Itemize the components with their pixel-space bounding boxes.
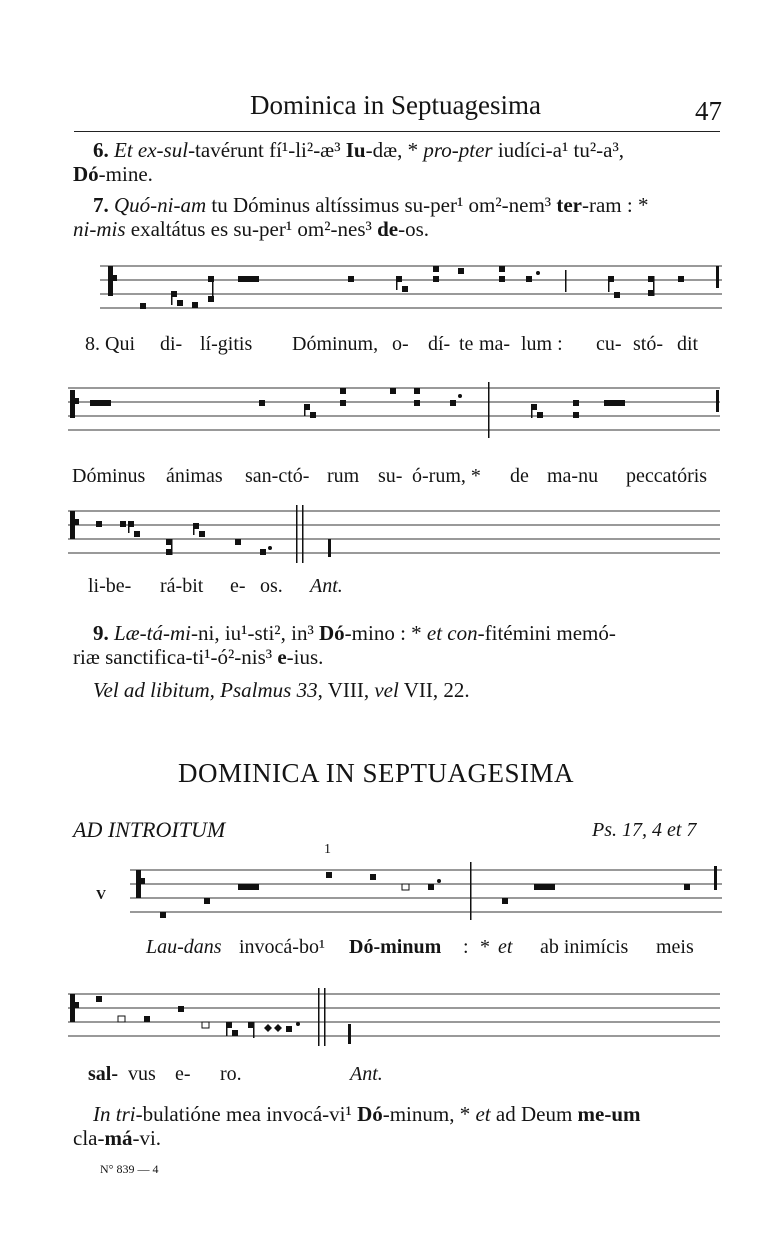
chant-syllable: ro. — [220, 1063, 242, 1085]
verse-text-accent: e — [277, 645, 287, 669]
chant-4-syllables — [0, 936, 778, 962]
verse-number: 7. — [93, 193, 109, 217]
verse-number: 9. — [93, 621, 109, 645]
chant-3-syllables — [0, 575, 778, 601]
antiphon-text: -vi. — [132, 1126, 162, 1150]
chant-syllable: ó-rum, * — [412, 465, 481, 487]
verse-9-line-2 — [73, 645, 323, 669]
chant-syllable: e- — [230, 575, 246, 597]
chant-syllable: te — [459, 333, 474, 355]
rubric-text: VII, 22. — [398, 678, 470, 702]
verse-text-accent: Iu — [345, 138, 366, 162]
chant-syllable: vus — [128, 1063, 156, 1085]
verse-text: -fitémini memó- — [477, 621, 616, 645]
chant-syllable: dí- — [428, 333, 451, 355]
versicle-sign: V — [96, 888, 107, 903]
antiphon-text: In tri — [93, 1102, 136, 1126]
psalm-reference: Ps. 17, 4 et 7 — [592, 819, 697, 841]
verse-9-line-1 — [93, 621, 616, 645]
chant-syllable: et — [498, 936, 513, 958]
verse-text: Et ex-sul — [114, 138, 189, 162]
chant-syllable: Dó-minum — [349, 936, 442, 958]
introit-label: AD INTROITUM — [73, 817, 226, 842]
verse-text-accent: Dó — [318, 621, 345, 645]
verse-text: -ius. — [286, 645, 324, 669]
chant-staff-2 — [68, 382, 723, 444]
chant-staff-4 — [130, 862, 725, 924]
antiphon-text: et — [475, 1102, 491, 1126]
chant-syllable: : — [463, 936, 469, 958]
chant-syllable: e- — [175, 1063, 191, 1085]
antiphon-line-2 — [73, 1126, 161, 1150]
verse-text: -ni, iu¹-sti², in³ — [191, 621, 319, 645]
chant-syllable: di- — [160, 333, 183, 355]
chant-syllable: * — [480, 936, 490, 958]
chant-syllable: li-be- — [88, 575, 132, 597]
verse-text: ni-mis — [73, 217, 126, 241]
chant-syllable: Dóminus — [72, 465, 146, 487]
verse-text: et con — [426, 621, 478, 645]
antiphon-text-accent: me-um — [577, 1102, 641, 1126]
chant-syllable: lí-gitis — [200, 333, 253, 355]
verse-7-line-2 — [73, 217, 429, 241]
printer-signature: N° 839 — 4 — [100, 1162, 159, 1176]
chant-syllable: de — [510, 465, 529, 487]
verse-text: -dæ, * — [365, 138, 424, 162]
verse-number: 6. — [93, 138, 109, 162]
verse-text-accent: ter — [556, 193, 582, 217]
verse-6-line-2 — [73, 162, 153, 186]
chant-syllable: 8. Qui — [85, 333, 135, 355]
rubric-text: Vel ad libitum, Psalmus — [93, 678, 297, 702]
verse-text: -os. — [398, 217, 429, 241]
chant-staff-3 — [68, 505, 723, 567]
chant-syllable: ma- — [479, 333, 511, 355]
page-number: 47 — [695, 96, 722, 126]
antiphon-text: ad Deum — [490, 1102, 578, 1126]
chant-syllable: o- — [392, 333, 409, 355]
verse-text: -ram : * — [582, 193, 649, 217]
verse-6-line-1 — [93, 138, 624, 162]
chant-syllable: dit — [677, 333, 699, 355]
chant-syllable: san-ctó- — [245, 465, 310, 487]
verse-text: -mino : * — [344, 621, 427, 645]
antiphon-text-accent: Dó — [357, 1102, 383, 1126]
rubric-text: , VIII, — [317, 678, 375, 702]
mode-number: 1 — [324, 842, 331, 857]
antiphon-text-accent: má — [104, 1126, 133, 1150]
verse-text: Quó-ni-am — [114, 193, 207, 217]
chant-staff-1 — [100, 258, 725, 338]
antiphon-marker: Ant. — [350, 1063, 383, 1085]
chant-syllable: peccatóris — [626, 465, 708, 487]
rubric-text: vel — [374, 678, 399, 702]
chant-syllable: rum — [327, 465, 360, 487]
chant-syllable: ánimas — [166, 465, 223, 487]
chant-syllable: sal- — [88, 1063, 118, 1085]
verse-7-line-1 — [93, 193, 648, 217]
running-head-title: Dominica in Septuagesima — [250, 90, 541, 120]
chant-5-syllables — [0, 1063, 778, 1089]
chant-syllable: stó- — [633, 333, 663, 355]
rubric-line — [93, 678, 470, 702]
antiphon-text: -minum, * — [382, 1102, 476, 1126]
chant-staff-5 — [68, 988, 723, 1050]
chant-syllable: cu- — [596, 333, 622, 355]
antiphon-marker: Ant. — [310, 575, 343, 597]
chant-syllable: rá-bit — [160, 575, 204, 597]
chant-syllable: su- — [378, 465, 403, 487]
verse-text: iudíci-a¹ tu²-a³, — [492, 138, 625, 162]
verse-text-accent: Dó — [73, 162, 99, 186]
verse-text: tu Dóminus altíssimus su-per¹ om²-nem³ — [206, 193, 557, 217]
verse-text: exaltátus es su-per¹ om²-nes³ — [125, 217, 378, 241]
chant-syllable: meis — [656, 936, 694, 958]
antiphon-line-1 — [93, 1102, 641, 1126]
verse-text: -mine. — [98, 162, 153, 186]
chant-syllable: ab inimícis — [540, 936, 629, 958]
verse-text: pro-pter — [423, 138, 493, 162]
verse-text: riæ sanctifica-ti¹-ó²-nis³ — [73, 645, 278, 669]
section-heading: DOMINICA IN SEPTUAGESIMA — [178, 758, 575, 788]
chant-syllable: invocá-bo¹ — [239, 936, 325, 958]
header-rule — [74, 131, 720, 132]
verse-text: Læ-tá-mi — [114, 621, 192, 645]
chant-syllable: Lau-dans — [146, 936, 222, 958]
rubric-text: 33 — [296, 678, 318, 702]
antiphon-text: cla- — [73, 1126, 105, 1150]
antiphon-text: -bulatióne mea invocá-vi¹ — [135, 1102, 358, 1126]
chant-syllable: Dóminum, — [292, 333, 379, 355]
verse-text: -tavérunt fí¹-li²-æ³ — [188, 138, 346, 162]
verse-text-accent: de — [377, 217, 399, 241]
chant-1-syllables — [0, 333, 778, 359]
chant-syllable: os. — [260, 575, 283, 597]
chant-syllable: ma-nu — [547, 465, 599, 487]
chant-syllable: lum : — [521, 333, 563, 355]
chant-2-syllables — [0, 465, 778, 491]
